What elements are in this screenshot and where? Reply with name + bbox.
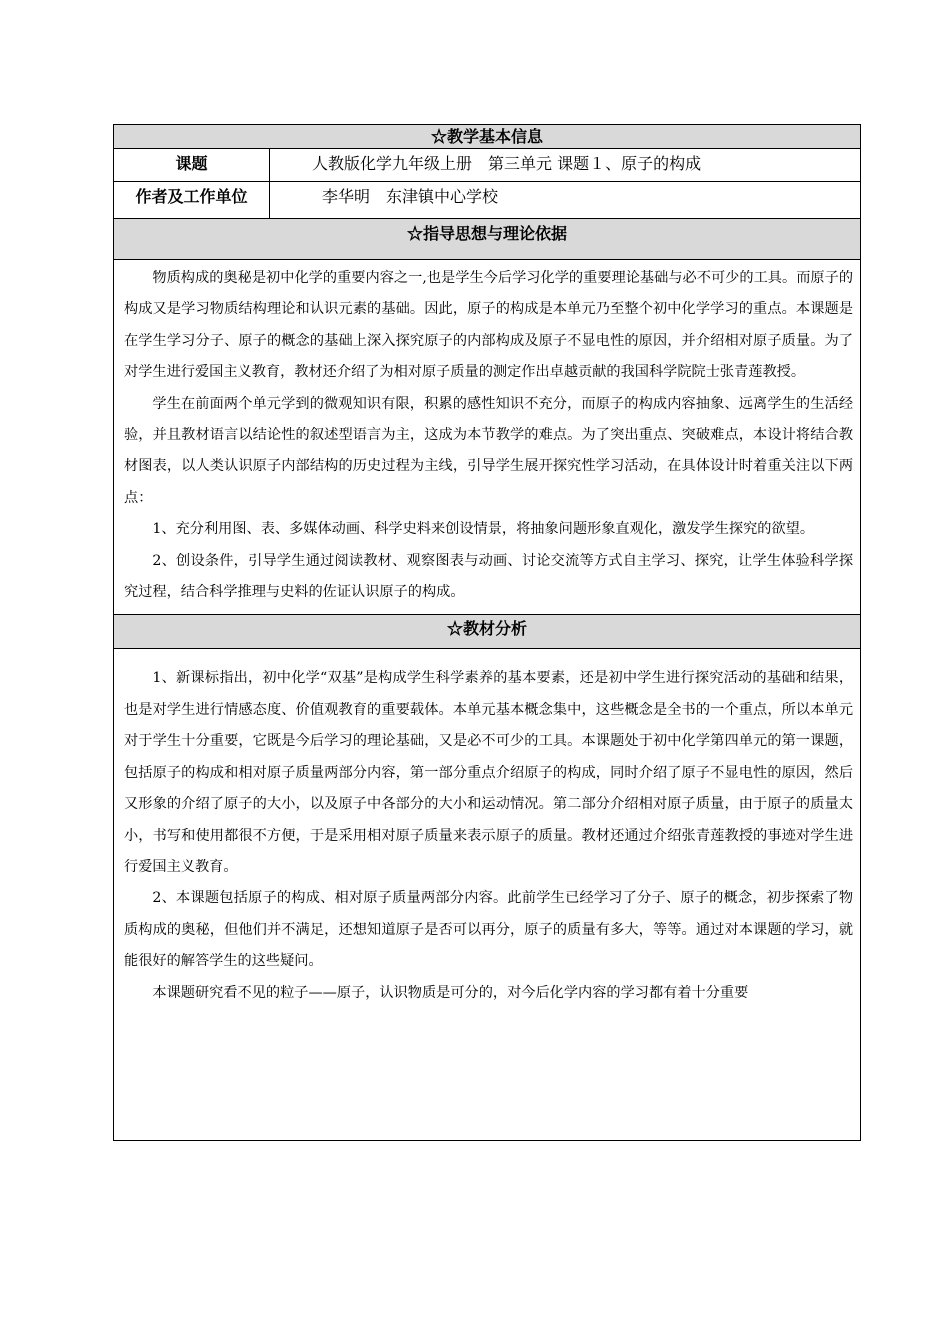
topic-value: 人教版化学九年级上册 第三单元 课题１、原子的构成 xyxy=(270,149,861,182)
guiding-header: ☆指导思想与理论依据 xyxy=(114,219,861,260)
topic-label: 课题 xyxy=(114,149,270,182)
guiding-paragraph-4: 2、创设条件，引导学生通过阅读教材、观察图表与动画、讨论交流等方式自主学习、探究，让学生体验科学探究过程，结合科学推理与史料的佐证认识原子的构成。 xyxy=(124,552,854,601)
guiding-body xyxy=(114,260,861,615)
lesson-plan-page xyxy=(113,124,860,1141)
author-value: 李华明 东津镇中心学校 xyxy=(270,182,861,219)
analysis-paragraph-3: 本课题研究看不见的粒子——原子，认识物质是可分的，对今后化学内容的学习都有着十分重要 xyxy=(152,984,749,1001)
analysis-body xyxy=(114,649,861,1141)
analysis-header: ☆教材分析 xyxy=(114,615,861,649)
lesson-plan-table xyxy=(113,124,861,1141)
guiding-paragraph-3: 1、充分利用图、表、多媒体动画、科学史料来创设情景，将抽象问题形象直观化，激发学生探究的欲望。 xyxy=(152,521,815,538)
author-label: 作者及工作单位 xyxy=(114,182,270,219)
basic-info-header: ☆教学基本信息 xyxy=(114,125,861,149)
analysis-paragraph-2: 2、本课题包括原子的构成、相对原子质量两部分内容。此前学生已经学习了分子、原子的概念，初步探索了物质构成的奥秘，但他们并不满足，还想知道原子是否可以再分，原子的质量有多大，等等。通过对本课题的学习，就能很好的解答学生的这些疑问。 xyxy=(124,890,854,970)
guiding-paragraph-2: 学生在前面两个单元学到的微观知识有限，积累的感性知识不充分，而原子的构成内容抽象、远离学生的生活经验，并且教材语言以结论性的叙述型语言为主，这成为本节教学的难点。为了突出重点、突破难点，本设计将结合教材图表，以人类认识原子内部结构的历史过程为主线，引导学生展开探究性学习活动，在具体设计时着重关注以下两点： xyxy=(124,395,854,506)
analysis-paragraph-1: 1、新课标指出，初中化学“双基”是构成学生科学素养的基本要素，还是初中学生进行探究活动的基础和结果，也是对学生进行情感态度、价值观教育的重要载体。本单元基本概念集中，这些概念是全书的一个重点，所以本单元对于学生十分重要，它既是今后学习的理论基础，又是必不可少的工具。本课题处于初中化学第四单元的第一课题，包括原子的构成和相对原子质量两部分内容，第一部分重点介绍原子的构成，同时介绍了原子不显电性的原因，然后又形象的介绍了原子的大小，以及原子中各部分的大小和运动情况。第二部分介绍相对原子质量，由于原子的质量太小，书写和使用都很不方便，于是采用相对原子质量来表示原子的质量。教材还通过介绍张青莲教授的事迹对学生进行爱国主义教育。 xyxy=(124,670,854,875)
guiding-paragraph-1: 物质构成的奥秘是初中化学的重要内容之一,也是学生今后学习化学的重要理论基础与必不可少的工具。而原子的构成又是学习物质结构理论和认识元素的基础。因此，原子的构成是本单元乃至整个初中化学学习的重点。本课题是在学生学习分子、原子的概念的基础上深入探究原子的内部构成及原子不显电性的原因，并介绍相对原子质量。为了对学生进行爱国主义教育，教材还介绍了为相对原子质量的测定作出卓越贡献的我国科学院院士张青莲教授。 xyxy=(124,270,854,381)
